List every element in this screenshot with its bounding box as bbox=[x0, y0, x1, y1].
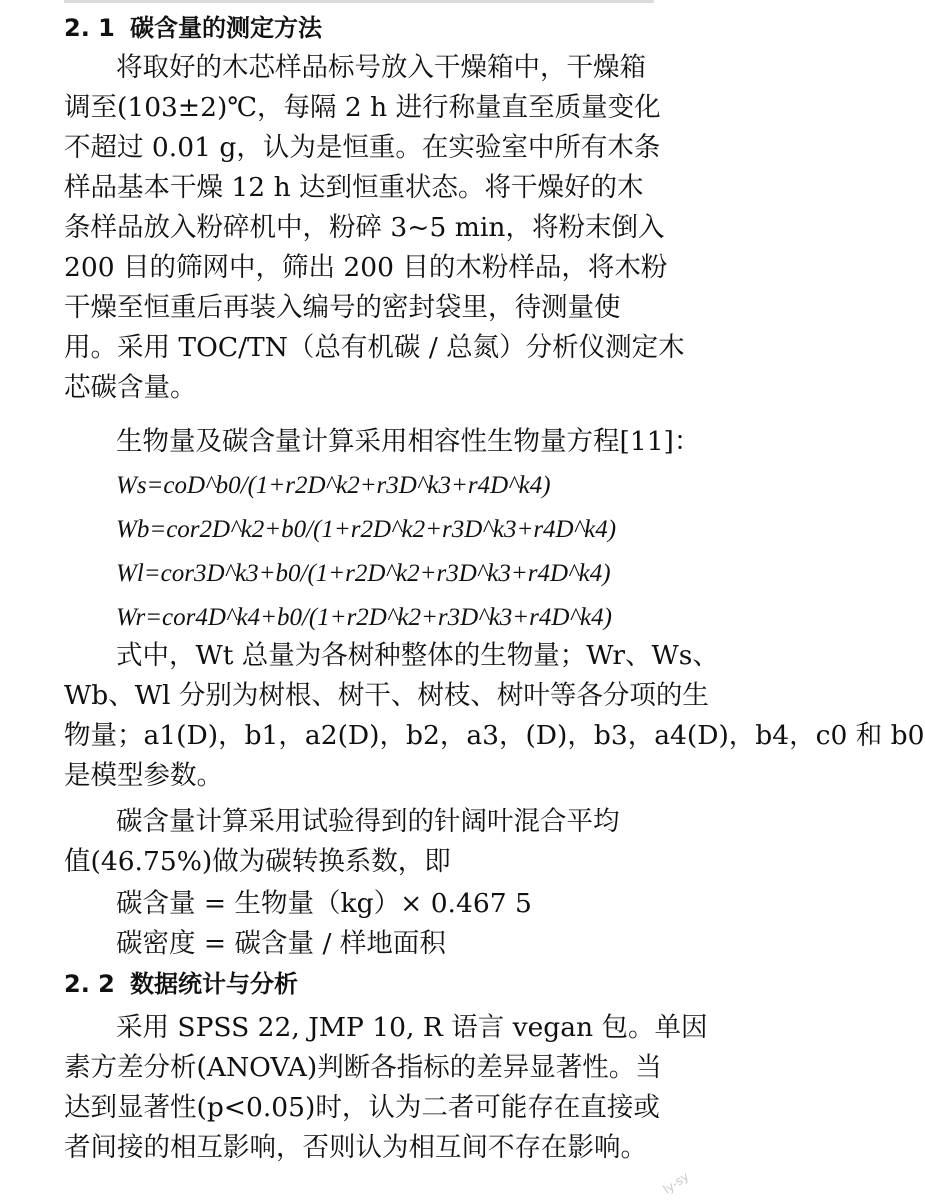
watermark: ly-sy bbox=[660, 1169, 692, 1197]
paragraph-line: 干燥至恒重后再装入编号的密封袋里，待测量使 bbox=[64, 292, 621, 323]
formula-carbon-content: 碳含量 = 生物量（kg）× 0.467 5 bbox=[116, 888, 532, 919]
section-title: 数据统计与分析 bbox=[130, 970, 298, 998]
equation-wr: Wr=cor4D^k4+b0/(1+r2D^k2+r3D^k3+r4D^k4) bbox=[116, 604, 612, 631]
top-rule bbox=[64, 0, 654, 3]
paragraph-line: 不超过 0.01 g，认为是恒重。在实验室中所有木条 bbox=[64, 132, 661, 163]
paragraph-line: 采用 SPSS 22, JMP 10, R 语言 vegan 包。单因 bbox=[116, 1012, 708, 1043]
paragraph-line: 调至(103±2)℃，每隔 2 h 进行称量直至质量变化 bbox=[64, 92, 661, 123]
paragraph-line: 碳含量计算采用试验得到的针阔叶混合平均 bbox=[116, 806, 620, 837]
paragraph-line: 物量；a1(D)，b1，a2(D)，b2，a3，(D)，b3，a4(D)，b4，c0 和 b0 bbox=[64, 720, 925, 751]
paragraph-line: 值(46.75%)做为碳转换系数，即 bbox=[64, 846, 451, 877]
section-heading-2-2 bbox=[64, 964, 298, 1004]
paragraph-line: 达到显著性(p<0.05)时，认为二者可能存在直接或 bbox=[64, 1092, 660, 1123]
paragraph-line: 生物量及碳含量计算采用相容性生物量方程[11]： bbox=[116, 426, 701, 457]
paragraph-line: 素方差分析(ANOVA)判断各指标的差异显著性。当 bbox=[64, 1052, 662, 1083]
equation-wl: Wl=cor3D^k3+b0/(1+r2D^k2+r3D^k3+r4D^k4) bbox=[116, 560, 611, 587]
section-title: 碳含量的测定方法 bbox=[130, 14, 322, 42]
paragraph-line: 条样品放入粉碎机中，粉碎 3~5 min，将粉末倒入 bbox=[64, 212, 665, 243]
paragraph-line: 样品基本干燥 12 h 达到恒重状态。将干燥好的木 bbox=[64, 172, 644, 203]
section-heading-2-1 bbox=[64, 8, 322, 48]
section-number: 2. 1 bbox=[64, 14, 115, 42]
paragraph-line: Wb、Wl 分别为树根、树干、树枝、树叶等各分项的生 bbox=[64, 680, 709, 711]
section-number: 2. 2 bbox=[64, 970, 115, 998]
paragraph-line: 将取好的木芯样品标号放入干燥箱中，干燥箱 bbox=[116, 52, 646, 83]
paragraph-line: 芯碳含量。 bbox=[64, 372, 197, 403]
paragraph-line: 是模型参数。 bbox=[64, 760, 223, 791]
paragraph-line: 200 目的筛网中，筛出 200 目的木粉样品，将木粉 bbox=[64, 252, 668, 283]
paragraph-line: 者间接的相互影响，否则认为相互间不存在影响。 bbox=[64, 1132, 647, 1163]
paragraph-line: 用。采用 TOC/TN（总有机碳 / 总氮）分析仪测定木 bbox=[64, 332, 685, 363]
equation-wb: Wb=cor2D^k2+b0/(1+r2D^k2+r3D^k3+r4D^k4) bbox=[116, 516, 617, 543]
formula-carbon-density: 碳密度 = 碳含量 / 样地面积 bbox=[116, 928, 446, 959]
equation-ws: Ws=coD^b0/(1+r2D^k2+r3D^k3+r4D^k4) bbox=[116, 472, 551, 499]
paragraph-line: 式中，Wt 总量为各树种整体的生物量；Wr、Ws、 bbox=[116, 640, 719, 671]
